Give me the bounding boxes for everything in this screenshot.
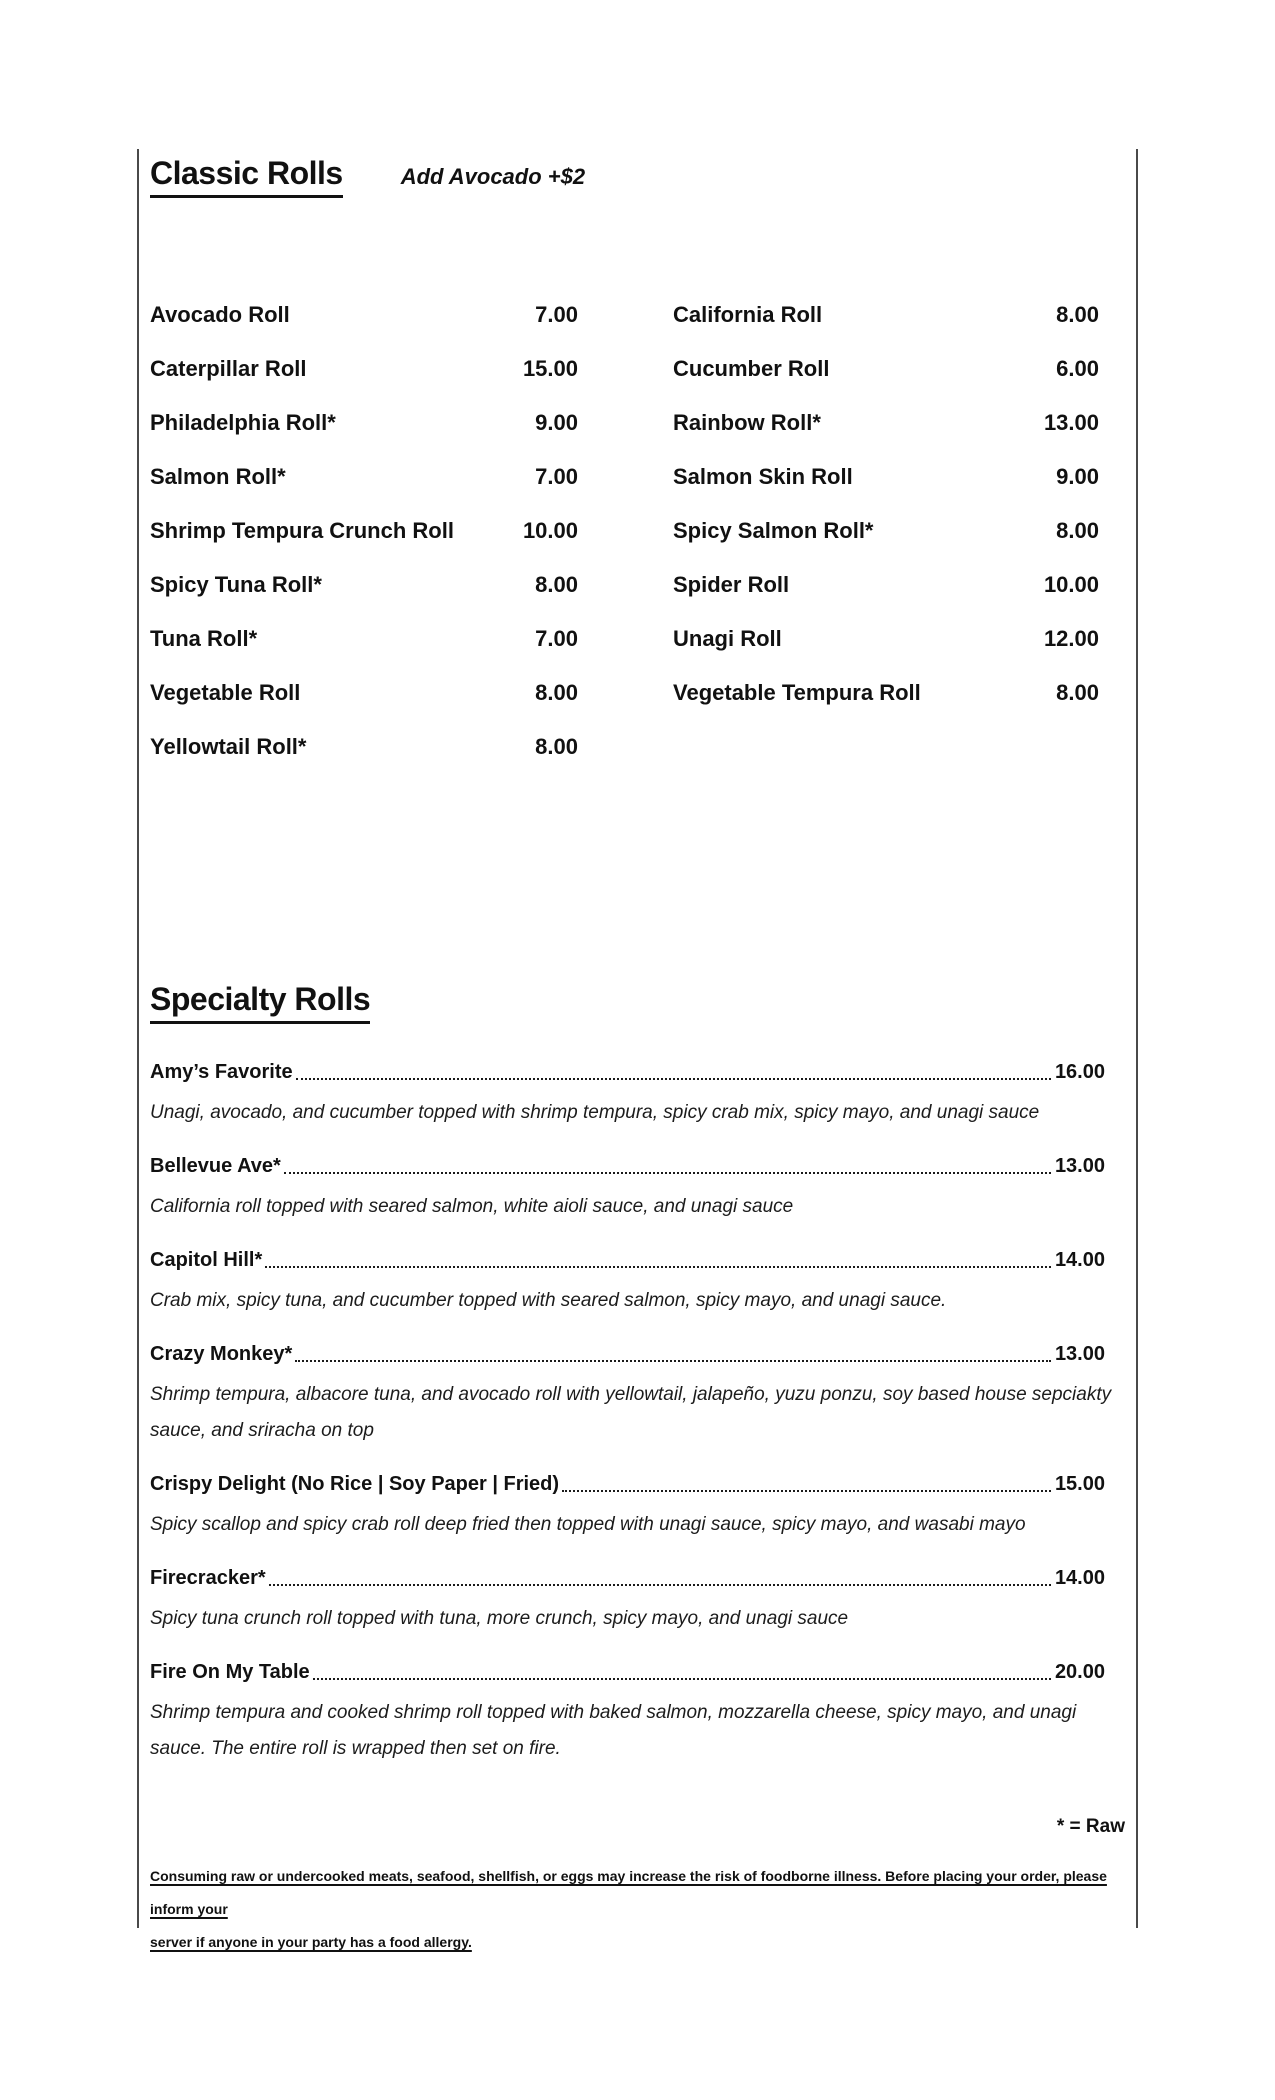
item-name: Amy’s Favorite <box>150 1061 293 1083</box>
item-price: 7.00 <box>535 464 578 489</box>
menu-item-row <box>150 504 578 558</box>
menu-item-row <box>673 666 1099 720</box>
item-name: Bellevue Ave* <box>150 1155 281 1177</box>
menu-item-row <box>150 612 578 666</box>
item-description: California roll topped with seared salmon, white aioli sauce, and unagi sauce <box>150 1196 794 1217</box>
menu-item-row <box>673 342 1099 396</box>
item-name: Cucumber Roll <box>673 356 830 381</box>
item-name: Spider Roll <box>673 572 790 597</box>
specialty-item <box>150 1246 1135 1319</box>
classic-rolls-title: Classic Rolls <box>150 156 343 198</box>
item-name: Salmon Roll* <box>150 464 286 489</box>
specialty-item <box>150 1058 1135 1131</box>
classic-rolls-header <box>150 156 585 198</box>
item-price: 9.00 <box>535 410 578 435</box>
menu-item-row <box>150 450 578 504</box>
dot-leader <box>313 1678 1051 1680</box>
menu-item-row <box>150 666 578 720</box>
specialty-rolls-list <box>150 1058 1135 1788</box>
item-price: 10.00 <box>1043 572 1099 597</box>
specialty-item-row <box>150 1564 1105 1592</box>
item-description: Spicy scallop and spicy crab roll deep fried then topped with unagi sauce, spicy mayo, and wasabi mayo <box>150 1514 1026 1535</box>
specialty-item-row <box>150 1470 1105 1498</box>
item-name: Capitol Hill* <box>150 1249 263 1271</box>
specialty-item-row <box>150 1658 1105 1686</box>
item-name: Philadelphia Roll* <box>150 410 336 435</box>
dot-leader <box>296 1078 1051 1080</box>
item-description: Unagi, avocado, and cucumber topped with shrimp tempura, spicy crab mix, spicy mayo, and unagi sauce <box>150 1102 1040 1123</box>
item-name: Crispy Delight (No Rice | Soy Paper | Fried) <box>150 1473 560 1495</box>
menu-item-row <box>150 396 578 450</box>
item-price: 14.00 <box>1054 1567 1105 1589</box>
specialty-item-row <box>150 1058 1105 1086</box>
item-description: Spicy tuna crunch roll topped with tuna, more crunch, spicy mayo, and unagi sauce <box>150 1608 849 1629</box>
item-price: 9.00 <box>1056 464 1099 489</box>
specialty-item <box>150 1152 1135 1225</box>
item-price: 8.00 <box>1056 302 1099 327</box>
item-description: Shrimp tempura, albacore tuna, and avocado roll with yellowtail, jalapeño, yuzu ponzu, soy based house sepciakty sauce, and sriracha on top <box>150 1384 1112 1441</box>
item-price: 16.00 <box>1054 1061 1105 1083</box>
menu-item-row <box>673 558 1099 612</box>
specialty-item <box>150 1340 1135 1449</box>
specialty-item <box>150 1470 1135 1543</box>
item-name: Fire On My Table <box>150 1661 310 1683</box>
item-price: 7.00 <box>535 302 578 327</box>
menu-item-row <box>673 612 1099 666</box>
dot-leader <box>562 1490 1051 1492</box>
specialty-item-row <box>150 1152 1105 1180</box>
menu-item-row <box>150 288 578 342</box>
item-name: Salmon Skin Roll <box>673 464 853 489</box>
specialty-item-row <box>150 1246 1105 1274</box>
dot-leader <box>269 1584 1051 1586</box>
item-name: Spicy Tuna Roll* <box>150 572 322 597</box>
specialty-item <box>150 1658 1135 1767</box>
item-price: 8.00 <box>535 572 578 597</box>
item-name: Spicy Salmon Roll* <box>673 518 874 543</box>
menu-item-row <box>150 558 578 612</box>
item-name: Vegetable Roll <box>150 680 301 705</box>
item-price: 7.00 <box>535 626 578 651</box>
menu-item-row <box>673 396 1099 450</box>
disclaimer-line: server if anyone in your party has a food allergy. <box>150 1934 472 1950</box>
allergy-disclaimer <box>150 1860 1110 1959</box>
item-name: Crazy Monkey* <box>150 1343 293 1365</box>
specialty-rolls-title: Specialty Rolls <box>150 982 370 1024</box>
item-price: 13.00 <box>1054 1155 1105 1177</box>
left-border-line <box>137 149 139 1928</box>
item-name: Unagi Roll <box>673 626 782 651</box>
raw-legend: * = Raw <box>1056 1816 1125 1837</box>
item-price: 8.00 <box>1056 518 1099 543</box>
item-price: 20.00 <box>1054 1661 1105 1683</box>
specialty-item <box>150 1564 1135 1637</box>
item-name: Avocado Roll <box>150 302 290 327</box>
item-name: Yellowtail Roll* <box>150 734 307 759</box>
item-price: 8.00 <box>535 680 578 705</box>
add-avocado-note: Add Avocado +$2 <box>400 164 586 189</box>
disclaimer-line: Consuming raw or undercooked meats, seafood, shellfish, or eggs may increase the risk of foodborne illness. Before placing your order, please inform your <box>150 1868 1107 1917</box>
item-description: Shrimp tempura and cooked shrimp roll topped with baked salmon, mozzarella cheese, spicy mayo, and unagi sauce. The entire roll is wrapped then set on fire. <box>150 1702 1077 1759</box>
item-price: 13.00 <box>1054 1343 1105 1365</box>
menu-item-row <box>673 504 1099 558</box>
dot-leader <box>295 1360 1051 1362</box>
specialty-rolls-header <box>150 982 370 1024</box>
menu-item-row <box>673 288 1099 342</box>
item-price: 8.00 <box>1056 680 1099 705</box>
item-description: Crab mix, spicy tuna, and cucumber topped with seared salmon, spicy mayo, and unagi sauce. <box>150 1290 947 1311</box>
classic-right-column <box>673 288 1099 774</box>
dot-leader <box>284 1172 1051 1174</box>
menu-item-row <box>150 342 578 396</box>
item-name: Firecracker* <box>150 1567 266 1589</box>
menu-item-row <box>150 720 578 774</box>
dot-leader <box>265 1266 1051 1268</box>
item-name: Tuna Roll* <box>150 626 258 651</box>
item-price: 15.00 <box>522 356 578 381</box>
item-price: 14.00 <box>1054 1249 1105 1271</box>
classic-left-column <box>150 288 578 774</box>
item-price: 10.00 <box>522 518 578 543</box>
item-name: Rainbow Roll* <box>673 410 821 435</box>
right-border-line <box>1136 149 1138 1928</box>
item-price: 15.00 <box>1054 1473 1105 1495</box>
menu-item-row <box>673 450 1099 504</box>
item-name: Vegetable Tempura Roll <box>673 680 921 705</box>
item-price: 6.00 <box>1056 356 1099 381</box>
item-name: Shrimp Tempura Crunch Roll <box>150 518 454 543</box>
item-price: 13.00 <box>1043 410 1099 435</box>
item-name: California Roll <box>673 302 823 327</box>
item-price: 8.00 <box>535 734 578 759</box>
item-price: 12.00 <box>1043 626 1099 651</box>
specialty-item-row <box>150 1340 1105 1368</box>
item-name: Caterpillar Roll <box>150 356 307 381</box>
classic-rolls-table <box>150 288 1099 774</box>
